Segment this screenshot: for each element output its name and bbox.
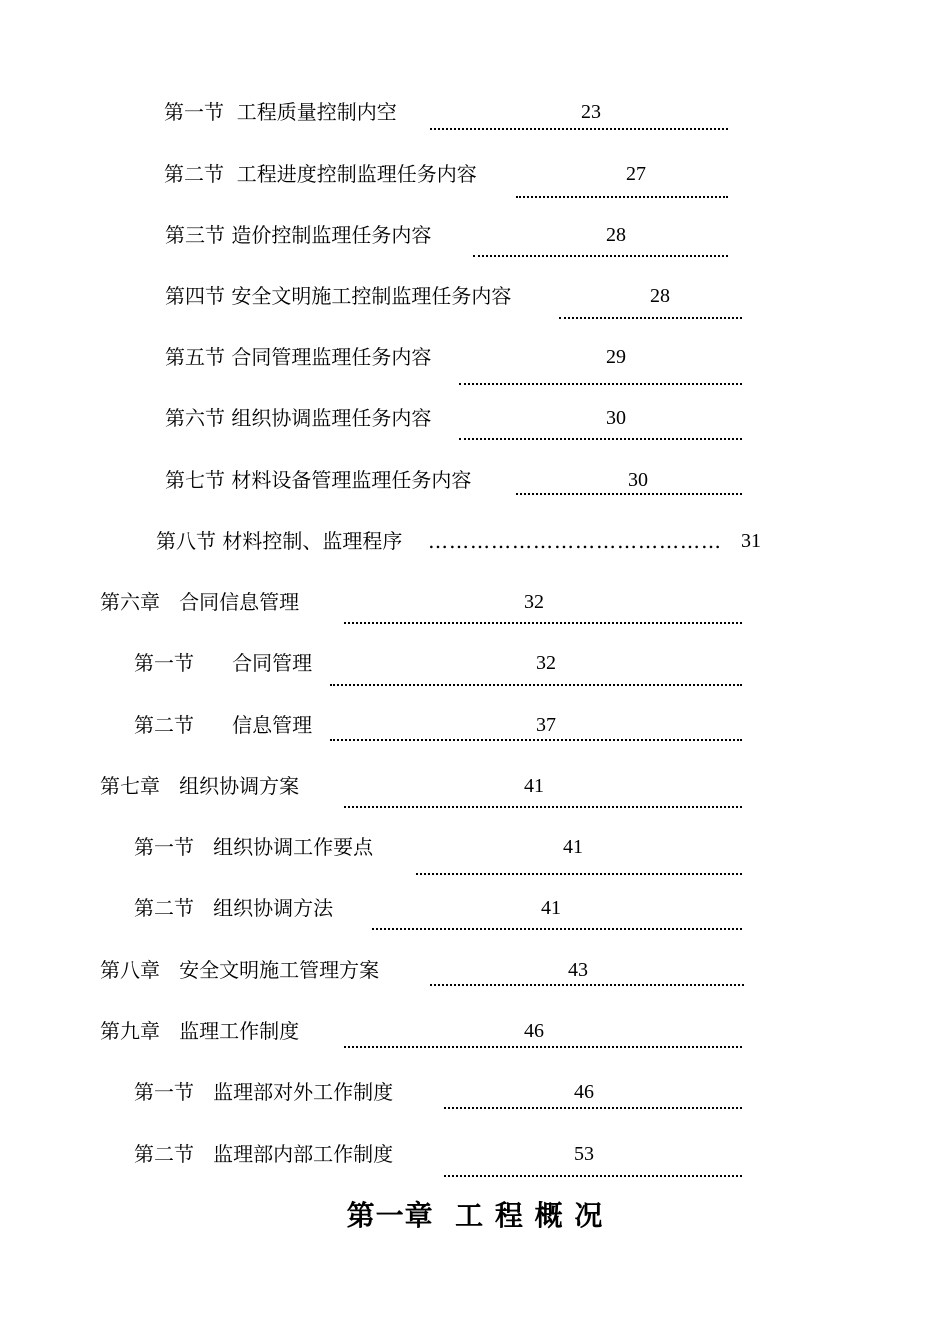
toc-leader-dots: [344, 1046, 742, 1048]
toc-entry[interactable]: [0, 162, 950, 202]
toc-leader-dots: [344, 622, 742, 624]
toc-leader-dots: [516, 493, 742, 495]
toc-entry[interactable]: [0, 1080, 950, 1120]
toc-entry-label: 第二节 信息管理: [134, 713, 313, 737]
toc-entry[interactable]: [0, 590, 950, 630]
toc-entry-page: 46: [524, 1020, 544, 1042]
toc-entry-page: 28: [650, 285, 670, 307]
toc-leader-dots: [372, 928, 742, 930]
toc-entry-label: 第一节 组织协调工作要点: [134, 835, 374, 859]
toc-entry-page: 41: [524, 775, 544, 797]
toc-leader-dots: [344, 806, 742, 808]
toc-entry-label: 第一节 监理部对外工作制度: [134, 1080, 394, 1104]
toc-entry[interactable]: [0, 406, 950, 446]
toc-entry-label: 第八节 材料控制、监理程序: [156, 529, 403, 553]
toc-entry[interactable]: [0, 345, 950, 385]
toc-entry-page: 41: [541, 897, 561, 919]
toc-entry-page: 46: [574, 1081, 594, 1103]
toc-leader-dots: [444, 1175, 742, 1177]
toc-entry-label: 第六节 组织协调监理任务内容: [165, 406, 432, 430]
toc-entry-page: 23: [581, 101, 601, 123]
toc-entry[interactable]: [0, 896, 950, 936]
toc-entry-label: 第八章 安全文明施工管理方案: [100, 958, 380, 982]
toc-entry[interactable]: [0, 223, 950, 263]
toc-entry-page: 37: [536, 714, 556, 736]
toc-entry-page: 29: [606, 346, 626, 368]
toc-entry-label: 第一节 工程质量控制内空: [164, 100, 397, 124]
toc-entry-page: 53: [574, 1143, 594, 1165]
toc-entry-page: 30: [628, 469, 648, 491]
toc-entry[interactable]: [0, 713, 950, 753]
toc-entry-label: 第二节 组织协调方法: [134, 896, 334, 920]
toc-entry[interactable]: [0, 284, 950, 324]
toc-entry-page: 43: [568, 959, 588, 981]
toc-entry[interactable]: [0, 651, 950, 691]
toc-leader-dots: [473, 255, 728, 257]
toc-entry-label: 第六章 合同信息管理: [100, 590, 300, 614]
toc-entry-page: 32: [536, 652, 556, 674]
toc-entry-page: 41: [563, 836, 583, 858]
toc-leader-dots: ……………………………………: [428, 529, 722, 553]
toc-entry-label: 第五节 合同管理监理任务内容: [165, 345, 432, 369]
toc-entry-page: 32: [524, 591, 544, 613]
chapter-heading: 第一章 工 程 概 况: [346, 1199, 604, 1232]
toc-entry[interactable]: [0, 1142, 950, 1182]
toc-entry-label: 第七节 材料设备管理监理任务内容: [165, 468, 472, 492]
toc-entry-label: 第二节 工程进度控制监理任务内容: [164, 162, 477, 186]
toc-entry-label: 第七章 组织协调方案: [100, 774, 300, 798]
toc-entry-label: 第二节 监理部内部工作制度: [134, 1142, 394, 1166]
toc-leader-dots: [330, 739, 742, 741]
toc-leader-dots: [330, 684, 742, 686]
toc-leader-dots: [516, 196, 728, 198]
toc-entry-label: 第四节 安全文明施工控制监理任务内容: [165, 284, 512, 308]
toc-leader-dots: [430, 984, 744, 986]
toc-entry[interactable]: [0, 958, 950, 998]
toc-leader-dots: [416, 873, 742, 875]
toc-entry[interactable]: [0, 774, 950, 814]
toc-entry[interactable]: [0, 1019, 950, 1059]
toc-entry-page: 27: [626, 163, 646, 185]
toc-leader-dots: [459, 438, 742, 440]
toc-entry[interactable]: [0, 529, 950, 569]
toc-entry-page: 28: [606, 224, 626, 246]
toc-entry-label: 第一节 合同管理: [134, 651, 313, 675]
toc-leader-dots: [444, 1107, 742, 1109]
toc-entry-label: 第三节 造价控制监理任务内容: [165, 223, 432, 247]
toc-entry[interactable]: [0, 835, 950, 875]
toc-entry[interactable]: [0, 100, 950, 140]
toc-entry[interactable]: [0, 468, 950, 508]
toc-leader-dots: [430, 128, 728, 130]
toc-entry-page: 30: [606, 407, 626, 429]
toc-leader-dots: [559, 317, 742, 319]
toc-entry-page: 31: [741, 530, 761, 552]
toc-leader-dots: [459, 383, 742, 385]
toc-entry-label: 第九章 监理工作制度: [100, 1019, 300, 1043]
